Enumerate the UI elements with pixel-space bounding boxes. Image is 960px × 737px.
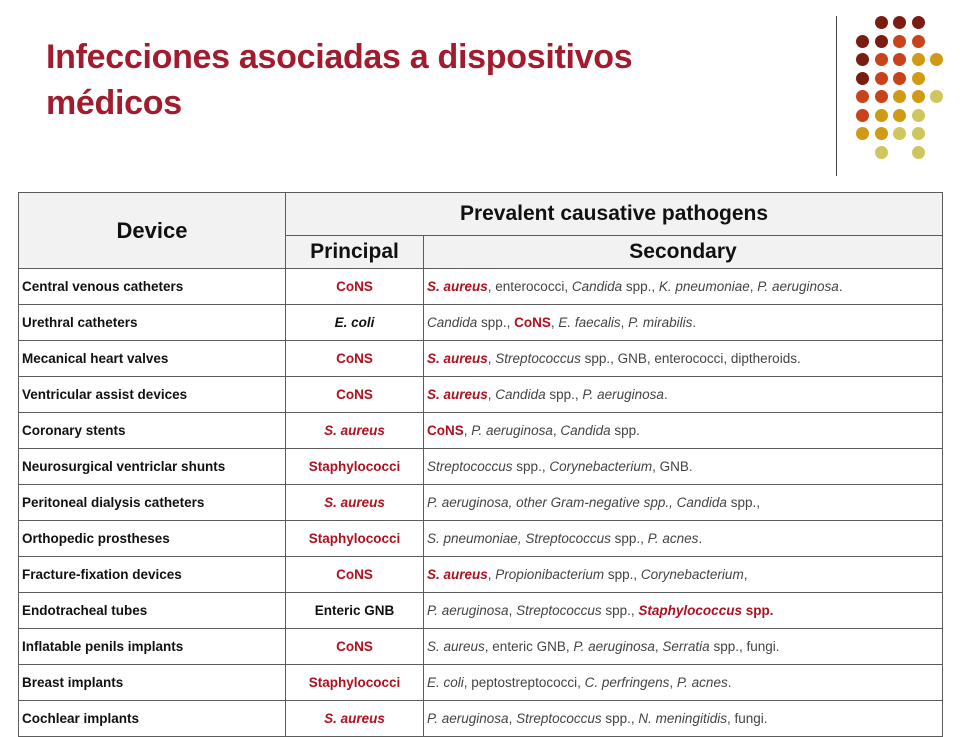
header-secondary: Secondary	[424, 236, 943, 269]
secondary-pathogens-cell: S. aureus, enteric GNB, P. aeruginosa, Serratia spp., fungi.	[424, 629, 943, 665]
secondary-pathogens-cell: S. aureus, Candida spp., P. aeruginosa.	[424, 377, 943, 413]
table-row	[19, 341, 943, 377]
table-row	[19, 485, 943, 521]
secondary-pathogens-cell: S. aureus, Propionibacterium spp., Corynebacterium,	[424, 557, 943, 593]
secondary-pathogens-cell: S. aureus, Streptococcus spp., GNB, enterococci, diptheroids.	[424, 341, 943, 377]
decor-dot	[856, 72, 869, 85]
secondary-pathogens-cell: Candida spp., CoNS, E. faecalis, P. mirabilis.	[424, 305, 943, 341]
device-cell: Inflatable penils implants	[19, 629, 286, 665]
decor-dot	[875, 35, 888, 48]
slide-title: Infecciones asociadas a dispositivos médicos	[46, 38, 633, 122]
decor-dot	[912, 72, 925, 85]
table-row	[19, 521, 943, 557]
table-row	[19, 305, 943, 341]
decor-dot	[875, 16, 888, 29]
principal-pathogen-cell: S. aureus	[286, 701, 424, 737]
decor-dot	[893, 16, 906, 29]
secondary-pathogens-cell: P. aeruginosa, Streptococcus spp., N. meningitidis, fungi.	[424, 701, 943, 737]
secondary-pathogens-cell: P. aeruginosa, Streptococcus spp., Staphylococcus spp.	[424, 593, 943, 629]
table-row	[19, 593, 943, 629]
header-principal: Principal	[286, 236, 424, 269]
principal-pathogen-cell: E. coli	[286, 305, 424, 341]
device-cell: Urethral catheters	[19, 305, 286, 341]
decor-dot	[912, 16, 925, 29]
decor-dot	[856, 90, 869, 103]
table-row	[19, 665, 943, 701]
device-cell: Mecanical heart valves	[19, 341, 286, 377]
decor-dot	[893, 72, 906, 85]
header-device: Device	[19, 193, 286, 269]
decor-dot	[893, 35, 906, 48]
decor-dot	[875, 127, 888, 140]
device-cell: Ventricular assist devices	[19, 377, 286, 413]
secondary-pathogens-cell: E. coli, peptostreptococci, C. perfringens, P. acnes.	[424, 665, 943, 701]
decor-dot	[856, 53, 869, 66]
header-prevalent-pathogens: Prevalent causative pathogens	[286, 193, 943, 236]
table-row	[19, 449, 943, 485]
decor-dot	[856, 109, 869, 122]
principal-pathogen-cell: S. aureus	[286, 413, 424, 449]
decor-dot	[875, 72, 888, 85]
decor-dot	[912, 127, 925, 140]
principal-pathogen-cell: CoNS	[286, 557, 424, 593]
decor-dot	[893, 109, 906, 122]
table-row	[19, 557, 943, 593]
decor-dot	[856, 127, 869, 140]
decor-dot	[912, 53, 925, 66]
principal-pathogen-cell: CoNS	[286, 629, 424, 665]
title-divider	[836, 16, 837, 176]
secondary-pathogens-cell: P. aeruginosa, other Gram-negative spp., Candida spp.,	[424, 485, 943, 521]
device-cell: Cochlear implants	[19, 701, 286, 737]
table-row	[19, 377, 943, 413]
secondary-pathogens-cell: CoNS, P. aeruginosa, Candida spp.	[424, 413, 943, 449]
device-cell: Breast implants	[19, 665, 286, 701]
decor-dot	[893, 90, 906, 103]
decor-dot	[912, 90, 925, 103]
device-cell: Endotracheal tubes	[19, 593, 286, 629]
table-row	[19, 413, 943, 449]
decor-dot	[875, 146, 888, 159]
device-cell: Coronary stents	[19, 413, 286, 449]
pathogens-table	[18, 192, 943, 737]
table-row	[19, 269, 943, 305]
decor-dot	[930, 90, 943, 103]
principal-pathogen-cell: Enteric GNB	[286, 593, 424, 629]
device-cell: Peritoneal dialysis catheters	[19, 485, 286, 521]
principal-pathogen-cell: CoNS	[286, 377, 424, 413]
decor-dot	[875, 109, 888, 122]
table-body	[19, 269, 943, 737]
principal-pathogen-cell: Staphylococci	[286, 521, 424, 557]
device-cell: Central venous catheters	[19, 269, 286, 305]
device-cell: Orthopedic prostheses	[19, 521, 286, 557]
secondary-pathogens-cell: S. pneumoniae, Streptococcus spp., P. acnes.	[424, 521, 943, 557]
principal-pathogen-cell: Staphylococci	[286, 449, 424, 485]
table-row	[19, 629, 943, 665]
decor-dot	[912, 146, 925, 159]
decor-dot	[912, 35, 925, 48]
secondary-pathogens-cell: S. aureus, enterococci, Candida spp., K. pneumoniae, P. aeruginosa.	[424, 269, 943, 305]
decor-dot	[875, 90, 888, 103]
secondary-pathogens-cell: Streptococcus spp., Corynebacterium, GNB.	[424, 449, 943, 485]
device-cell: Fracture-fixation devices	[19, 557, 286, 593]
table-row	[19, 701, 943, 737]
decor-dot	[893, 53, 906, 66]
decor-dot	[875, 53, 888, 66]
principal-pathogen-cell: S. aureus	[286, 485, 424, 521]
device-cell: Neurosurgical ventriclar shunts	[19, 449, 286, 485]
decor-dot	[856, 35, 869, 48]
decor-dot	[930, 53, 943, 66]
principal-pathogen-cell: CoNS	[286, 269, 424, 305]
decor-dot	[912, 109, 925, 122]
principal-pathogen-cell: CoNS	[286, 341, 424, 377]
decor-dot	[893, 127, 906, 140]
principal-pathogen-cell: Staphylococci	[286, 665, 424, 701]
